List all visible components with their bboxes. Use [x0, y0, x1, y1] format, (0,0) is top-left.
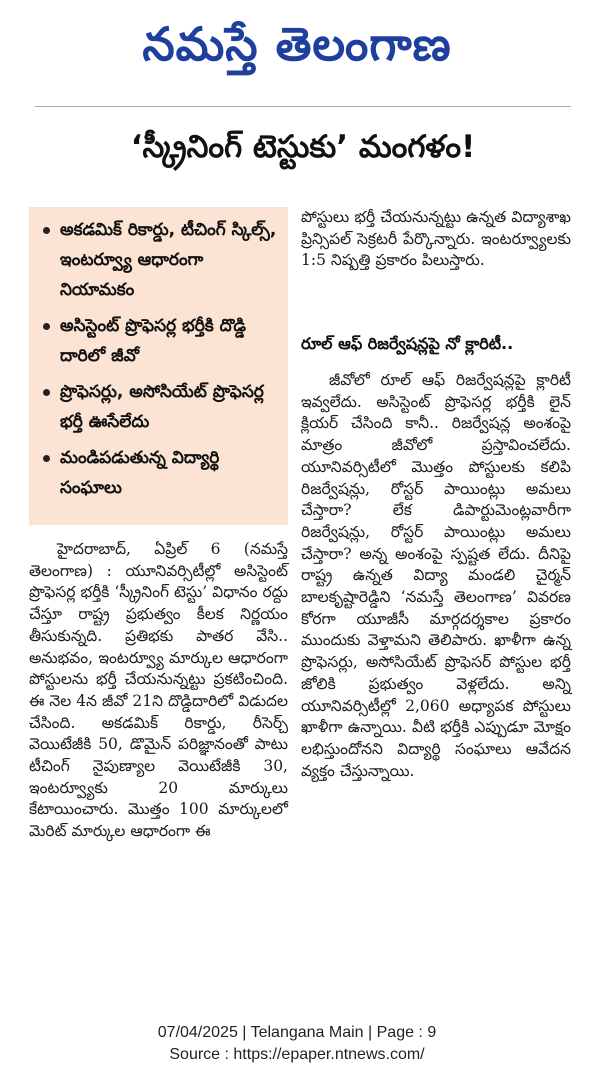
highlight-item — [39, 311, 280, 371]
source-link[interactable]: Source : https://epaper.ntnews.com/ — [169, 1046, 425, 1063]
newspaper-masthead: నమస్తే తెలంగాణ — [142, 17, 452, 71]
right-column-body-2: జీవోలో రూల్ ఆఫ్ రిజర్వేషన్లపై క్లారిటీ ఇవ్వలేదు. అసిస్టెంట్ ప్రొఫెసర్ల భర్తీకి లైన్ క్లియర్ చేసింది కానీ.. రిజర్వేషన్ల అంశంపై మాత్రం జీవోలో ప్రస్తావించలేదు. యూనివర్సిటీలో మొత్తం పోస్టులకు కలిపి రిజర్వేషన్లు, రోస్టర్ పాయింట్లు అమలు చేస్తారా? లేక డిపార్టుమెంట్లవారీగా రిజర్వేషన్లు, రోస్టర్ పాయింట్లు అమలు చేస్తారా? అన్న అంశంపై స్పష్టత లేదు. దీనిపై రాష్ట్ర ఉన్నత విద్యా మండలి చైర్మన్ బాలకృష్టారెడ్డిని ‘నమస్తే తెలంగాణ’ వివరణ కోరగా యూజీసీ మార్గదర్శకాల ప్రకారం ముందుకు వెళ్తామని తెలిపారు. ఖాళీగా ఉన్న ప్రొఫెసర్లు, అసోసియేట్ ప్రొఫెసర్ పోస్టుల భర్తీ జోలికి ప్రభుత్వం వెళ్లలేదు. అన్ని యూనివర్సిటీల్లో 2,060 అధ్యాపక పోస్టులు ఖాళీగా ఉన్నాయి. వీటి భర్తీకి ఎప్పుడూ మోక్షం లభిస్తుందోనని విద్యార్థి సంఘాలు ఆవేదన వ్యక్తం చేస్తున్నాయి. — [301, 371, 571, 780]
left-column — [29, 539, 288, 843]
highlight-item — [39, 377, 280, 437]
bullet-icon — [43, 389, 50, 396]
highlight-item — [39, 215, 280, 305]
highlights-box — [29, 207, 288, 525]
left-column-body: హైదరాబాద్, ఏప్రిల్ 6 (నమస్తే తెలంగాణ) : యూనివర్సిటీల్లో అసిస్టెంట్ ప్రొఫెసర్ల భర్తీకి ‘స్క్రీనింగ్ టెస్టు’ విధానం రద్దు చేస్తూ రాష్ట్ర ప్రభుత్వం కీలక నిర్ణయం తీసుకున్నది. ప్రతిభకు పాతర వేసి.. అనుభవం, ఇంటర్వ్యూ మార్కుల ఆధారంగా పోస్టులను భర్తీ చేయనున్నట్టు ప్రకటించింది. ఈ నెల 4న జీవో 21ని దొడ్డిదారిలో విడుదల చేసింది. అకడమిక్ రికార్డు, రీసెర్చ్ వెయిటేజీకి 50, డొమైన్ పరిజ్ఞానంతో పాటు టీచింగ్ నైపుణ్యాల వెయిటేజీకి 30, ఇంటర్వ్యూకు 20 మార్కులు కేటాయించారు. మొత్తం 100 మార్కులలో మెరిట్ మార్కుల ఆధారంగా ఈ — [29, 540, 288, 841]
section-subheading: రూల్ ఆఫ్ రిజర్వేషన్లపై నో క్లారిటీ.. — [301, 334, 514, 353]
bullet-icon — [43, 227, 50, 234]
edition-info: 07/04/2025 | Telangana Main | Page : 9 — [157, 1024, 437, 1041]
article-headline: ‘స్క్రీనింగ్ టెస్టుకు’ మంగళం! — [130, 129, 476, 165]
highlight-text: అసిస్టెంట్ ప్రొఫెసర్ల భర్తీకి దొడ్డి దారిలో జీవో — [60, 316, 246, 366]
masthead-divider — [35, 106, 571, 107]
bullet-icon — [43, 455, 50, 462]
highlight-text: మండిపడుతున్న విద్యార్థి సంఘాలు — [60, 448, 220, 498]
right-column-top — [301, 207, 571, 272]
page-footer — [0, 1022, 594, 1066]
right-column-bottom — [301, 370, 571, 782]
highlight-text: అకడమిక్ రికార్డు, టీచింగ్ స్కిల్స్, ఇంటర్వ్యూ ఆధారంగా నియామకం — [60, 220, 277, 300]
highlight-item — [39, 443, 280, 503]
bullet-icon — [43, 323, 50, 330]
right-column-body-1: పోస్టులు భర్తీ చేయనున్నట్టు ఉన్నత విద్యాశాఖ ప్రిన్సిపల్ సెక్రటరీ పేర్కొన్నారు. ఇంటర్వ్యూలకు 1:5 నిష్పత్తి ప్రకారం పిలుస్తారు. — [301, 208, 571, 270]
highlight-text: ప్రొఫెసర్లు, అసోసియేట్ ప్రొఫెసర్ల భర్తీ ఊసేలేదు — [60, 382, 264, 432]
